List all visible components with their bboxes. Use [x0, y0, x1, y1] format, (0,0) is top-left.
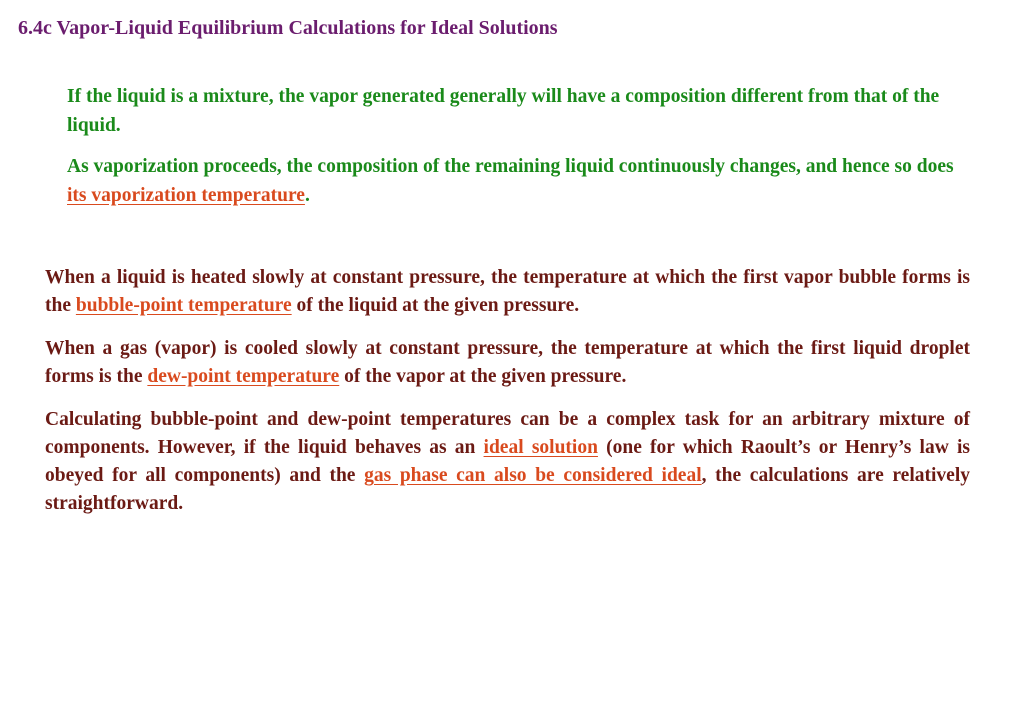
intro-section [67, 83, 967, 223]
bubble-point-text: When a liquid is heated slowly at constant pressure, the temperature at which the first vapor bubble forms is the [45, 267, 970, 316]
bubble-point-temperature-link[interactable]: bubble-point temperature [75, 295, 292, 316]
intro-paragraph-2 [67, 153, 967, 210]
calculation-text-end: , the calculations are relatively straightforward. [45, 465, 970, 514]
intro-paragraph-1: If the liquid is a mixture, the vapor generated generally will have a composition different from that of the liquid. [67, 86, 940, 136]
intro-paragraph-2-text: As vaporization proceeds, the composition of the remaining liquid continuously changes, and hence so does [67, 156, 954, 177]
intro-paragraph-2-end: . [304, 184, 310, 206]
dew-point-temperature-link[interactable]: dew-point temperature [147, 366, 340, 387]
dew-point-text-end: of the vapor at the given pressure. [339, 366, 627, 387]
calculation-paragraph [45, 406, 970, 518]
ideal-solution-link[interactable]: ideal solution [483, 437, 598, 458]
page-title: 6.4c Vapor-Liquid Equilibrium Calculations for Ideal Solutions [18, 17, 558, 39]
calculation-text: Calculating bubble-point and dew-point temperatures can be a complex task for an arbitrary mixture of components. However, if the liquid behaves as an [45, 409, 970, 458]
calculation-text-middle: (one for which Raoult’s or Henry’s law is obeyed for all components) and the [45, 437, 970, 486]
bubble-point-paragraph [45, 264, 970, 320]
ideal-gas-phase-link[interactable]: gas phase can also be considered ideal [364, 465, 702, 486]
vaporization-temperature-link[interactable]: its vaporization temperature [67, 184, 305, 206]
dew-point-paragraph [45, 335, 970, 391]
bubble-point-text-end: of the liquid at the given pressure. [291, 295, 580, 316]
main-section [45, 264, 970, 533]
dew-point-text: When a gas (vapor) is cooled slowly at constant pressure, the temperature at which the first liquid droplet forms is the [45, 338, 970, 387]
